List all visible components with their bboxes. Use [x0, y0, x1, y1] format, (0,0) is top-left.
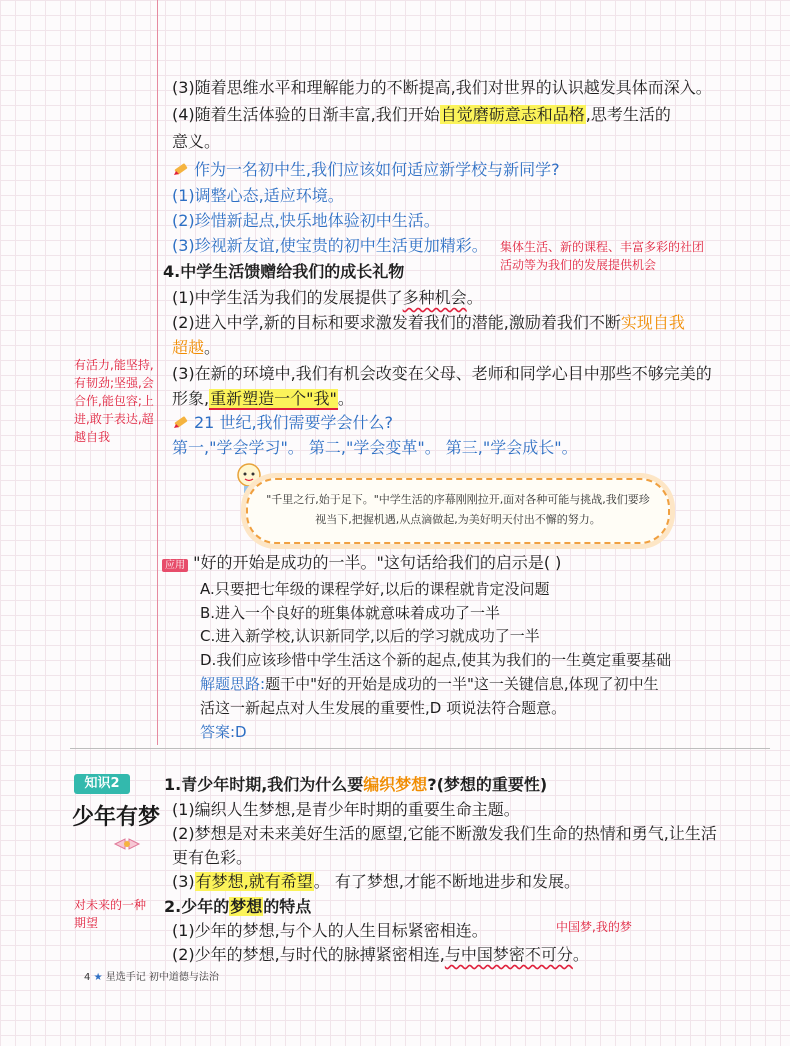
- answer-line: (1)调整心态,适应环境。: [172, 186, 344, 205]
- bow-decoration-icon: [112, 834, 142, 854]
- question-heading: 21 世纪,我们需要学会什么?: [172, 412, 393, 434]
- text-line: (3)有梦想,就有希望。 有了梦想,才能不断地进步和发展。: [172, 872, 580, 891]
- quote-bubble: "千里之行,始于足下。"中学生活的序幕刚刚拉开,面对各种可能与挑战,我们要珍视当下,把握机遇,从点滴做起,为美好明天付出不懈的努力。: [246, 478, 670, 544]
- section-heading: 4.中学生活馈赠给我们的成长礼物: [163, 262, 405, 281]
- text-line: (2)进入中学,新的目标和要求激发着我们的潜能,激励着我们不断实现自我: [172, 313, 685, 332]
- brand-name: 星选手记: [105, 972, 146, 983]
- apply-question: 应用 "好的开始是成功的一半。"这句话给我们的启示是( ): [162, 552, 561, 577]
- option-b: B.进入一个良好的班集体就意味着成功了一半: [200, 604, 501, 622]
- text-line: 意义。: [172, 132, 221, 151]
- section-heading: 1.青少年时期,我们为什么要编织梦想?(梦想的重要性): [164, 775, 548, 794]
- option-d: D.我们应该珍惜中学生活这个新的起点,使其为我们的一生奠定重要基础: [200, 651, 672, 669]
- text-line: (3)在新的环境中,我们有机会改变在父母、老师和同学心目中那些不够完美的: [172, 364, 712, 383]
- question-heading: 作为一名初中生,我们应该如何适应新学校与新同学?: [172, 159, 560, 181]
- option-a: A.只要把七年级的课程学好,以后的课程就肯定没问题: [200, 580, 550, 598]
- text-line: 形象,重新塑造一个"我"。: [172, 389, 354, 408]
- knowledge-title: 少年有梦: [72, 805, 161, 830]
- subject-name: 初中道德与法治: [148, 972, 219, 983]
- text-line: (1)编织人生梦想,是青少年时期的重要生命主题。: [172, 800, 520, 819]
- text-line: (4)随着生活体验的日渐丰富,我们开始自觉磨砺意志和品格,思考生活的: [172, 105, 671, 124]
- option-c: C.进入新学校,认识新同学,以后的学习就成功了一半: [200, 627, 540, 645]
- solution-cont: 活这一新起点对人生发展的重要性,D 项说法符合题意。: [200, 699, 567, 717]
- text-line: (1)中学生活为我们的发展提供了多种机会。: [172, 288, 483, 307]
- text-line: (3)随着思维水平和理解能力的不断提高,我们对世界的认识越发具体而深入。: [172, 78, 712, 97]
- text-line: (1)少年的梦想,与个人的人生目标紧密相连。: [172, 921, 488, 940]
- section-heading: 2.少年的梦想的特点: [164, 897, 312, 916]
- answer-line: (3)珍视新友谊,使宝贵的初中生活更加精彩。: [172, 236, 488, 255]
- text-line: 超越。: [172, 338, 221, 357]
- apply-badge: 应用: [162, 559, 188, 572]
- text-line: 更有色彩。: [172, 848, 253, 867]
- solution: 解题思路:题干中"好的开始是成功的一半"这一关键信息,体现了初中生: [200, 675, 659, 693]
- margin-note: 集体生活、新的课程、丰富多彩的社团活动等为我们的发展提供机会: [500, 240, 705, 272]
- pencil-icon: [172, 160, 190, 178]
- pencil-icon: [172, 413, 190, 431]
- margin-rule: [157, 0, 158, 745]
- page-number: 4: [84, 972, 91, 983]
- answer: 答案:D: [200, 723, 247, 741]
- answer-line: 第一,"学会学习"。 第二,"学会变革"。 第三,"学会成长"。: [172, 438, 578, 457]
- margin-note: 有活力,能坚持,有韧劲;坚强,会合作,能包容;上进,敢于表达,超越自我: [74, 358, 154, 444]
- page-footer: [84, 968, 219, 983]
- text-line: (2)少年的梦想,与时代的脉搏紧密相连,与中国梦密不可分。: [172, 945, 589, 964]
- knowledge-tag: 知识2: [74, 774, 130, 794]
- star-icon: ★: [93, 972, 103, 983]
- answer-line: (2)珍惜新起点,快乐地体验初中生活。: [172, 211, 440, 230]
- section-divider: [70, 748, 770, 749]
- margin-note: 中国梦,我的梦: [556, 920, 632, 934]
- margin-note: 对未来的一种期望: [74, 898, 147, 930]
- text-line: (2)梦想是对未来美好生活的愿望,它能不断激发我们生命的热情和勇气,让生活: [172, 824, 717, 843]
